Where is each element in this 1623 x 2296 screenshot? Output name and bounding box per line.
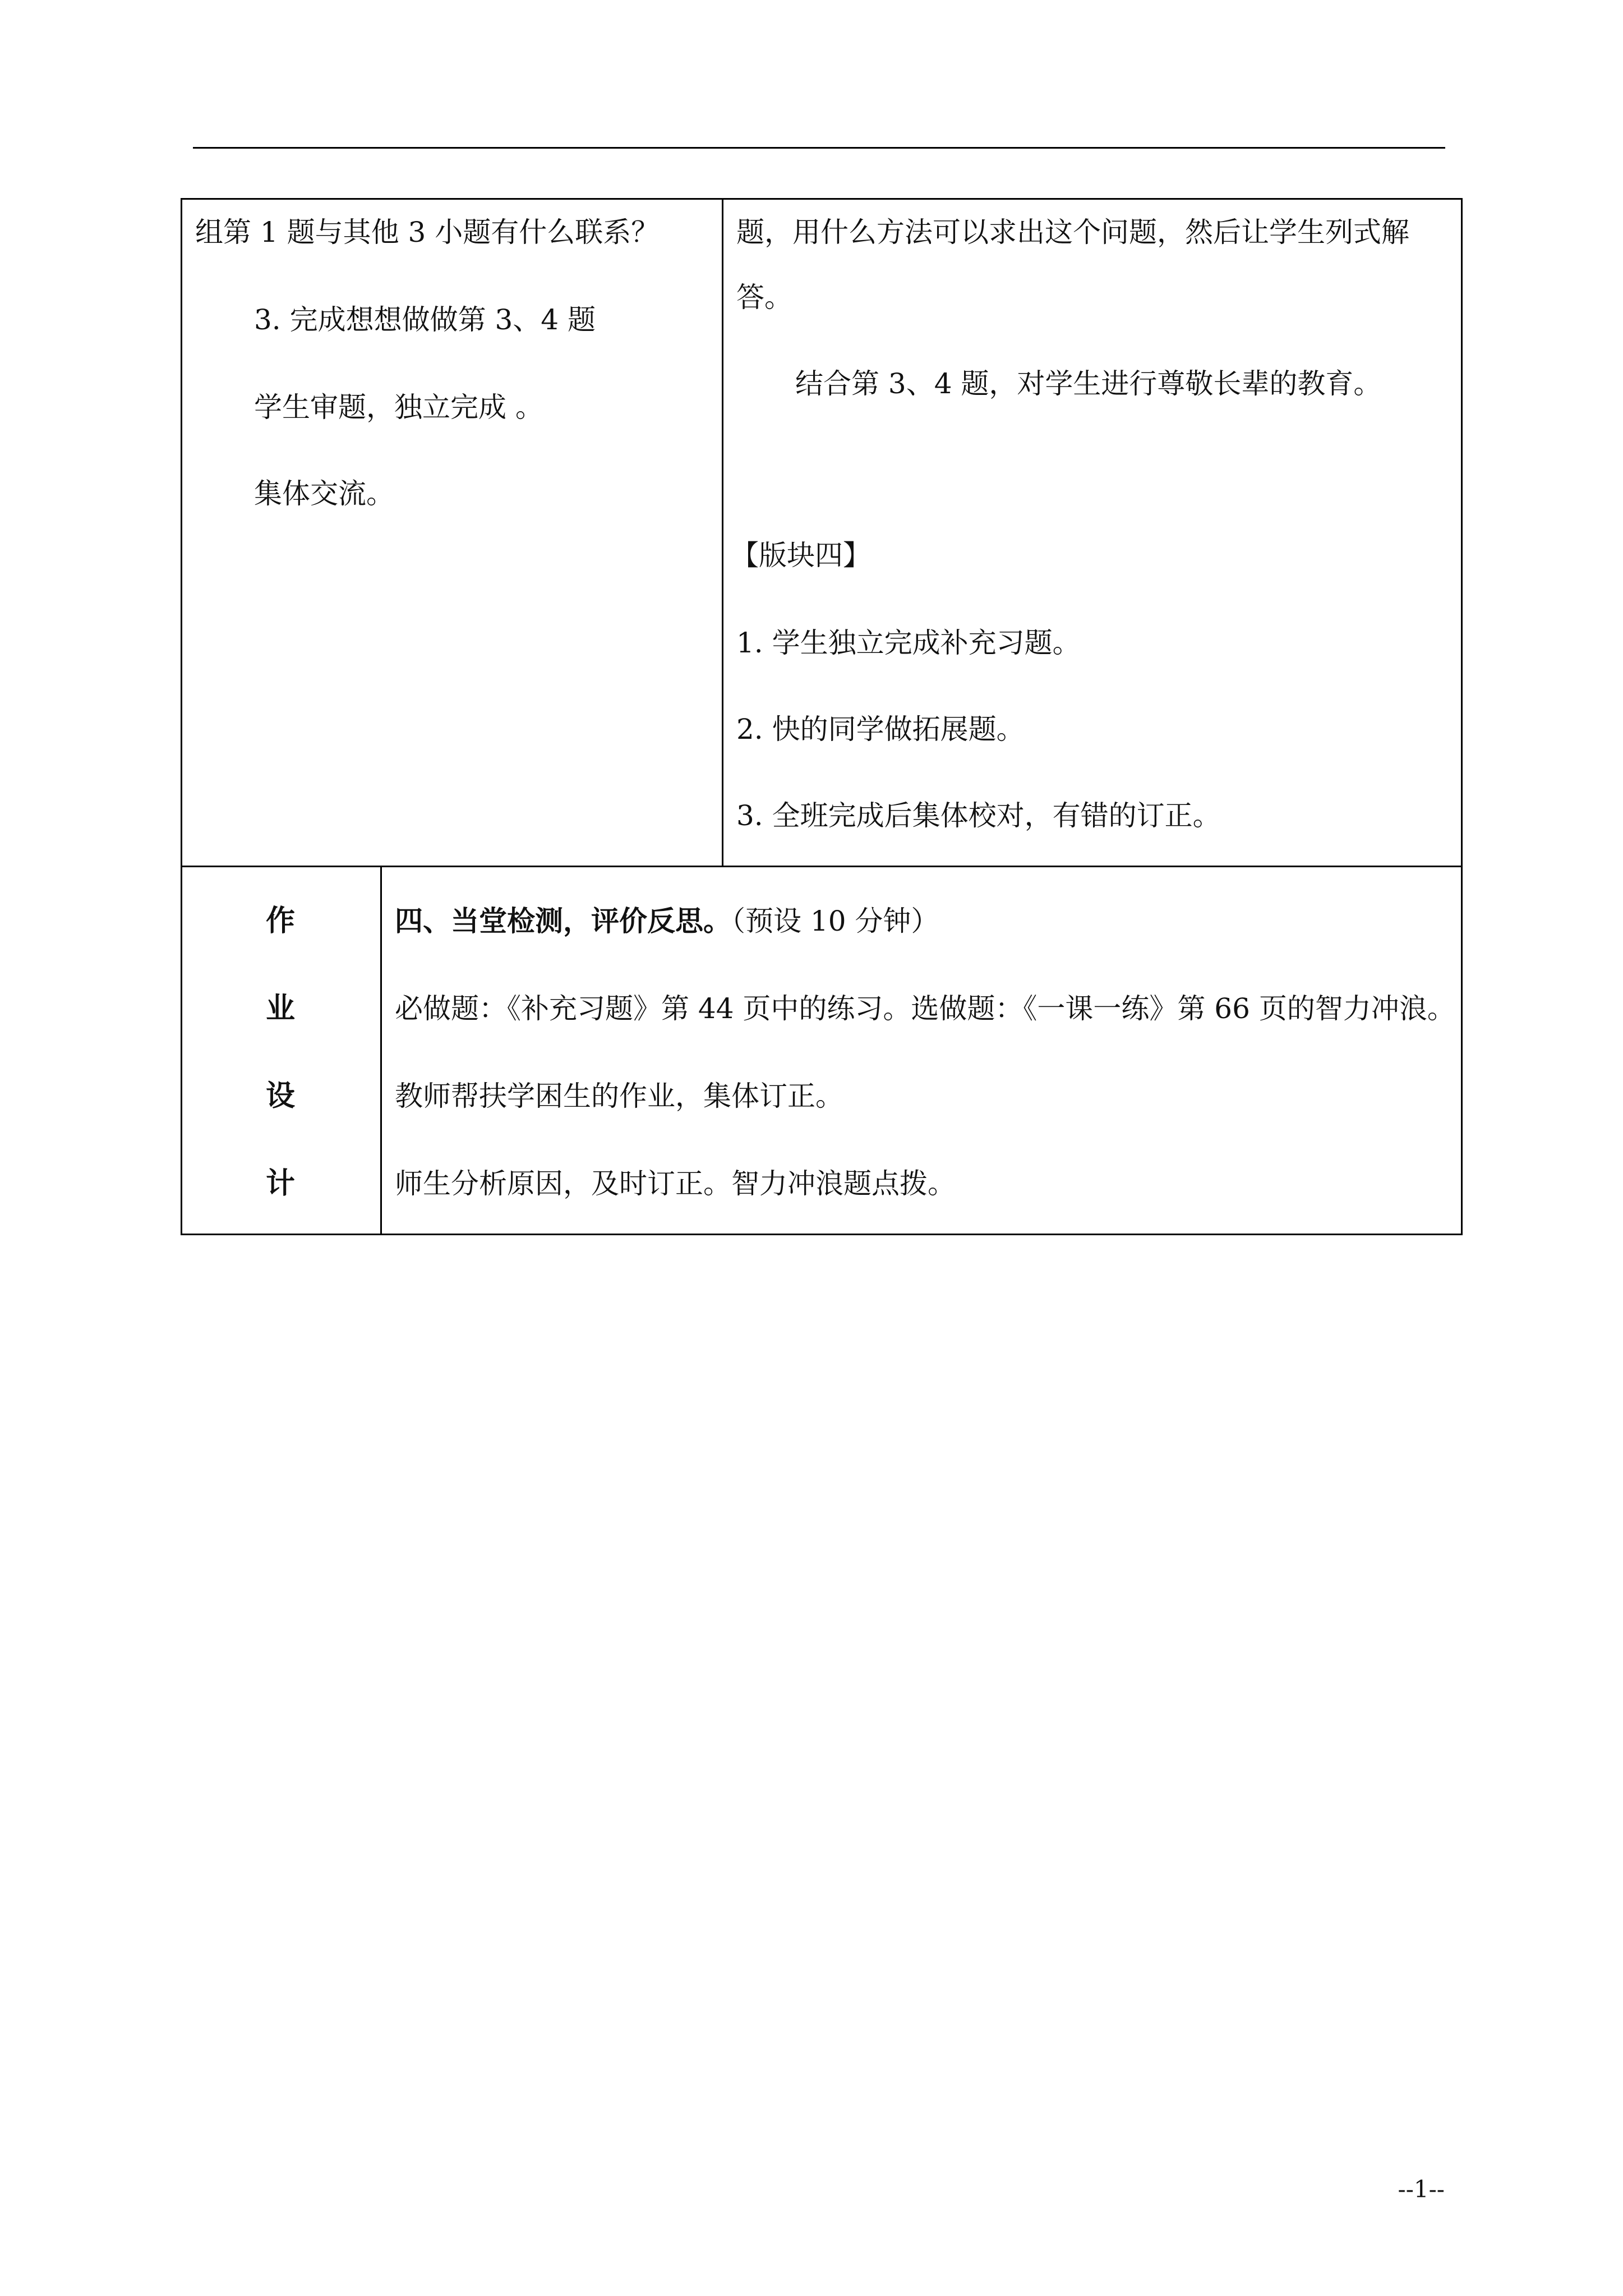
upper-right-item-2: 2. 快的同学做拓展题。 xyxy=(736,713,1025,746)
homework-header-char-4: 计 xyxy=(265,1166,295,1200)
homework-heading-time: （预设 10 分钟） xyxy=(731,905,939,937)
upper-column-divider xyxy=(722,198,723,867)
homework-header-char-2: 业 xyxy=(265,991,295,1025)
homework-header-divider xyxy=(380,866,382,1235)
upper-left-line-1: 组第 1 题与其他 3 小题有什么联系？ xyxy=(195,216,660,249)
homework-heading xyxy=(395,904,939,938)
upper-right-item-3: 3. 全班完成后集体校对，有错的订正。 xyxy=(736,799,1221,832)
block-four-heading: 【版块四】 xyxy=(731,539,871,572)
upper-right-item-1: 1. 学生独立完成补充习题。 xyxy=(736,627,1081,659)
upper-right-line-2: 答。 xyxy=(736,281,792,314)
page-number: --1-- xyxy=(1398,2175,1445,2203)
homework-header-char-1: 作 xyxy=(265,904,295,938)
homework-line-2: 教师帮扶学困生的作业，集体订正。 xyxy=(395,1080,843,1112)
homework-header-char-3: 设 xyxy=(265,1079,295,1113)
upper-left-line-4: 集体交流。 xyxy=(254,477,394,510)
row-divider xyxy=(181,866,1463,867)
homework-heading-bold: 四、当堂检测，评价反思。 xyxy=(395,904,731,937)
homework-line-3: 师生分析原因，及时订正。智力冲浪题点拨。 xyxy=(395,1167,956,1200)
upper-right-line-3: 结合第 3、4 题，对学生进行尊敬长辈的教育。 xyxy=(795,367,1382,400)
upper-left-line-2: 3. 完成想想做做第 3、4 题 xyxy=(254,303,596,336)
upper-left-line-3: 学生审题，独立完成 。 xyxy=(254,391,543,424)
homework-line-1: 必做题：《补充习题》第 44 页中的练习。选做题：《一课一练》第 66 页的智力冲浪。 xyxy=(395,992,1455,1025)
header-rule xyxy=(193,147,1445,149)
upper-right-line-1: 题，用什么方法可以求出这个问题，然后让学生列式解 xyxy=(736,216,1409,249)
